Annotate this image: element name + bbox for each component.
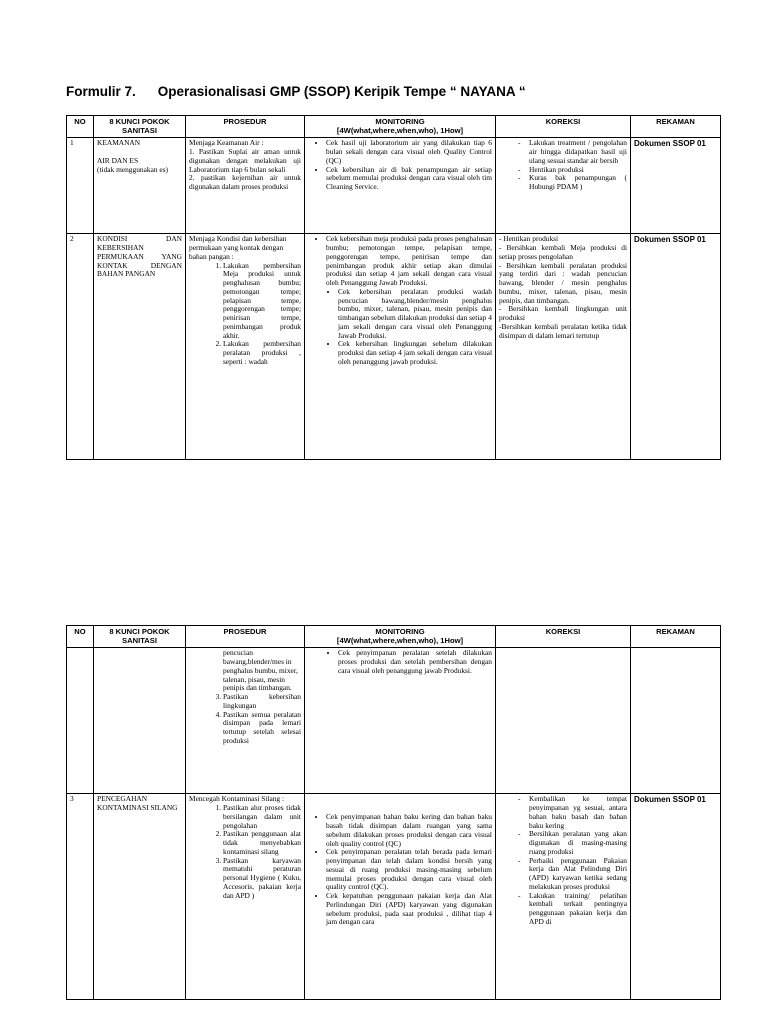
monitoring-item: • Cek hasil uji laboratorium air yang dilakukan tiap 6 bulan sekali dengan cara visual oleh Quality Control (QC) bbox=[326, 139, 492, 165]
koreksi-cell bbox=[496, 794, 631, 1000]
table-header-row bbox=[67, 116, 721, 138]
row-number: 1 bbox=[67, 138, 94, 234]
form-title bbox=[66, 84, 526, 99]
rekaman-cell bbox=[631, 648, 721, 794]
monitoring-cell bbox=[305, 234, 496, 460]
koreksi-item: - Bersihkan kembali lingkungan unit produksi bbox=[499, 304, 627, 323]
prosedur-item: 2. Lakukan pembersihan peralatan produksi , seperti : wadah bbox=[223, 340, 301, 366]
prosedur-list bbox=[189, 262, 301, 367]
koreksi-item: - Bersihkan kembali peralatan produksi yang terdiri dari : wadah pencucian bawang, blender / mesin penghalus bumbu, mixer, talenan, pisau, mesin penipis, dan timbangan. bbox=[499, 260, 627, 305]
prosedur-item: 2. pastikan kejernihan air untuk digunakan dalam proses produksi bbox=[189, 173, 301, 192]
koreksi-cell bbox=[496, 138, 631, 234]
koreksi-cell bbox=[496, 234, 631, 460]
header-prosedur: PROSEDUR bbox=[186, 116, 305, 138]
header-kunci: 8 KUNCI POKOK SANITASI bbox=[94, 626, 186, 648]
koreksi-cell bbox=[496, 648, 631, 794]
monitoring-item: • Cek kebersihan lingkungan sebelum dilakukan produksi dan setiap 4 jam sekali dengan cara visual oleh penanggung jawab produksi. bbox=[338, 340, 492, 366]
koreksi-item: - Kuras bak penampungan ( Hubungi PDAM ) bbox=[529, 174, 627, 191]
monitoring-list bbox=[308, 649, 492, 675]
monitoring-sublist bbox=[308, 288, 492, 367]
prosedur-item: 3. Pastikan karyawan mematuhi peraturan personal Hygiene ( Kuku, Accesoris, pakaian kerja dan APD ) bbox=[223, 857, 301, 901]
prosedur-intro: Menjaga Keamanan Air : bbox=[189, 138, 264, 148]
header-koreksi: KOREKSI bbox=[496, 116, 631, 138]
kunci-cell bbox=[94, 648, 186, 794]
header-monitoring-sub: [4W(what,where,when,who), 1How] bbox=[336, 635, 464, 645]
rekaman-cell: Dokumen SSOP 01 bbox=[631, 234, 721, 460]
table-row bbox=[67, 138, 721, 234]
table-header-row bbox=[67, 626, 721, 648]
rekaman-cell: Dokumen SSOP 01 bbox=[631, 138, 721, 234]
kunci-title: KEAMANAN bbox=[97, 138, 141, 148]
prosedur-continued: pencucian bawang,blender/mes in penghalus bumbu, mixer, talenan, pisau, mesin penipis dan timbangan. bbox=[223, 648, 298, 693]
form-number: Formulir 7. bbox=[66, 84, 136, 99]
monitoring-item: • Cek kebersihan meja produksi pada proses penghalusan bumbu; pemotongan tempe, pelapisan tempe, penggorengan tempe, penirisan tempe dan penimbangan produk akhir setiap akan dimulai produksi dan setiap 4 jam sekali dengan cara visual oleh Penanggung Jawab Produksi. bbox=[326, 235, 492, 287]
monitoring-list bbox=[308, 235, 492, 287]
header-prosedur: PROSEDUR bbox=[186, 626, 305, 648]
prosedur-item: 1. Lakukan pembersihan Meja produksi untuk penghalusan bumbu; pemotongan tempe; pelapisan tempe, penggorengan tempe; penirisan tempe, penimbangan produk akhir. bbox=[223, 262, 301, 341]
prosedur-cell bbox=[186, 138, 305, 234]
header-no: NO bbox=[67, 116, 94, 138]
gmp-table-page-2 bbox=[66, 625, 721, 1000]
koreksi-item: - Lakukan treatment / pengolahan air hingga didapatkan hasil uji ulang sesuai standar air bersih bbox=[529, 139, 627, 165]
koreksi-item: - Hentikan produksi bbox=[529, 166, 627, 175]
row-number bbox=[67, 648, 94, 794]
kunci-subtitle: AIR DAN ES bbox=[97, 156, 139, 166]
monitoring-item: • Cek kepatuhan penggunaan pakaian kerja dan Alat Perlindungan Diri (APD) karyawan yang digunakan sebelum produksi, pada saat produksi , dilihat tiap 4 jam dengan cara bbox=[326, 892, 492, 927]
prosedur-item: 1. Pastikan alur proses tidak bersilangan dalam unit pengolahan bbox=[223, 804, 301, 830]
koreksi-item: -Bersihkan kembali peralatan ketika tidak disimpan di dalam lemari tertutup bbox=[499, 321, 627, 340]
table-row bbox=[67, 794, 721, 1000]
header-monitoring-sub: [4W(what,where,when,who), 1How] bbox=[336, 125, 464, 135]
prosedur-cell bbox=[186, 648, 305, 794]
monitoring-cell bbox=[305, 794, 496, 1000]
header-monitoring-label: MONITORING bbox=[375, 627, 425, 636]
header-monitoring bbox=[305, 626, 496, 648]
koreksi-item: - Lakukan training/ pelatihan kembali terkait pentingnya penggunaan pakaian kerja dan APD di bbox=[529, 892, 627, 927]
monitoring-item: • Cek penyimpanan peralatan telah berada pada lemari penyimpanan dan telah dalam kondisi bersih yang sesuai di ruang produksi masing-masing sebelum memulai proses produksi dengan cara visual oleh quality control (QC). bbox=[326, 848, 492, 892]
prosedur-cell bbox=[186, 794, 305, 1000]
prosedur-intro: Mencegah Kontaminasi Silang : bbox=[189, 794, 285, 804]
koreksi-item: - Hentikan produksi bbox=[499, 234, 559, 244]
monitoring-item: • Cek kebersihan air di bak penampungan air setiap sebelum memulai produksi dengan cara visual oleh tim Cleaning Service. bbox=[326, 166, 492, 192]
koreksi-item: - Bersihkan peralatan yang akan digunakan di masing-masing ruang produksi bbox=[529, 830, 627, 856]
row-number: 3 bbox=[67, 794, 94, 1000]
prosedur-item: 1. Pastikan Suplai air aman untuk digunakan dengan melakukan uji Laboratorium tiap 6 bulan sekali bbox=[189, 147, 301, 174]
prosedur-item: 2. Pastikan penggunaan alat tidak menyebabkan kontaminasi silang bbox=[223, 830, 301, 856]
kunci-note: (tidak menggunakan es) bbox=[97, 164, 169, 174]
gmp-table-page-1 bbox=[66, 115, 721, 460]
monitoring-item: • Cek kebersihan peralatan produksi wadah pencucian bawang,blender/mesin penghalus bumbu, mixer, talenan, pisau, mesin penipis dan timbangan sebelum dilakukan produksi dan setiap 4 jam sekali dengan cara visual oleh Penanggung Jawab Produksi. bbox=[338, 288, 492, 340]
kunci-cell: PENCEGAHAN KONTAMINASI SILANG bbox=[94, 794, 186, 1000]
header-kunci: 8 KUNCI POKOK SANITASI bbox=[94, 116, 186, 138]
monitoring-cell bbox=[305, 138, 496, 234]
koreksi-item: - Perbaiki penggunaan Pakaian kerja dan Alat Pelindung Diri (APD) karyawan ketika sedang melakukan proses produksi bbox=[529, 857, 627, 892]
prosedur-intro: Menjaga Kondisi dan kebersihan permukaan yang kontak dengan bahan pangan : bbox=[189, 234, 287, 261]
form-title-text: Operasionalisasi GMP (SSOP) Keripik Tempe “ NAYANA “ bbox=[157, 84, 526, 99]
monitoring-item: • Cek penyimpanan peralatan setelah dilakukan proses produksi dan setelah pembersihan dengan cara visual oleh penanggung jawab Produksi. bbox=[338, 649, 492, 675]
table-row bbox=[67, 234, 721, 460]
koreksi-item: - Bersihkan kembali Meja produksi di setiap proses pengolahan bbox=[499, 243, 627, 261]
table-row-continued bbox=[67, 648, 721, 794]
kunci-cell bbox=[94, 138, 186, 234]
header-koreksi: KOREKSI bbox=[496, 626, 631, 648]
monitoring-cell bbox=[305, 648, 496, 794]
header-rekaman: REKAMAN bbox=[631, 116, 721, 138]
prosedur-list bbox=[189, 804, 301, 900]
prosedur-item: 4. Pastikan semua peralatan disimpan pada lemari tertutup setelah selesai produksi bbox=[223, 711, 301, 746]
koreksi-list bbox=[499, 795, 627, 926]
kunci-cell: KONDISI DAN KEBERSIHAN PERMUKAAN YANG KONTAK DENGAN BAHAN PANGAN bbox=[94, 234, 186, 460]
koreksi-list bbox=[499, 139, 627, 191]
rekaman-cell: Dokumen SSOP 01 bbox=[631, 794, 721, 1000]
koreksi-item: - Kembalikan ke tempat penyimpanan yg sesuai, antara bahan baku basah dan bahan baku kering bbox=[529, 795, 627, 830]
header-no: NO bbox=[67, 626, 94, 648]
monitoring-list bbox=[308, 139, 492, 191]
monitoring-item: • Cek penyimpanan bahan baku kering dan bahan baku basah tidak disimpan dalam ruangan yang sama sebelum dilakukan proses produksi dengan cara visual oleh quality control (QC) bbox=[326, 813, 492, 848]
header-rekaman: REKAMAN bbox=[631, 626, 721, 648]
prosedur-list bbox=[189, 693, 301, 745]
row-number: 2 bbox=[67, 234, 94, 460]
prosedur-cell bbox=[186, 234, 305, 460]
monitoring-list bbox=[308, 813, 492, 927]
header-monitoring-label: MONITORING bbox=[375, 117, 425, 126]
header-monitoring bbox=[305, 116, 496, 138]
prosedur-item: 3. Pastikan kebersihan lingkungan bbox=[223, 693, 301, 710]
